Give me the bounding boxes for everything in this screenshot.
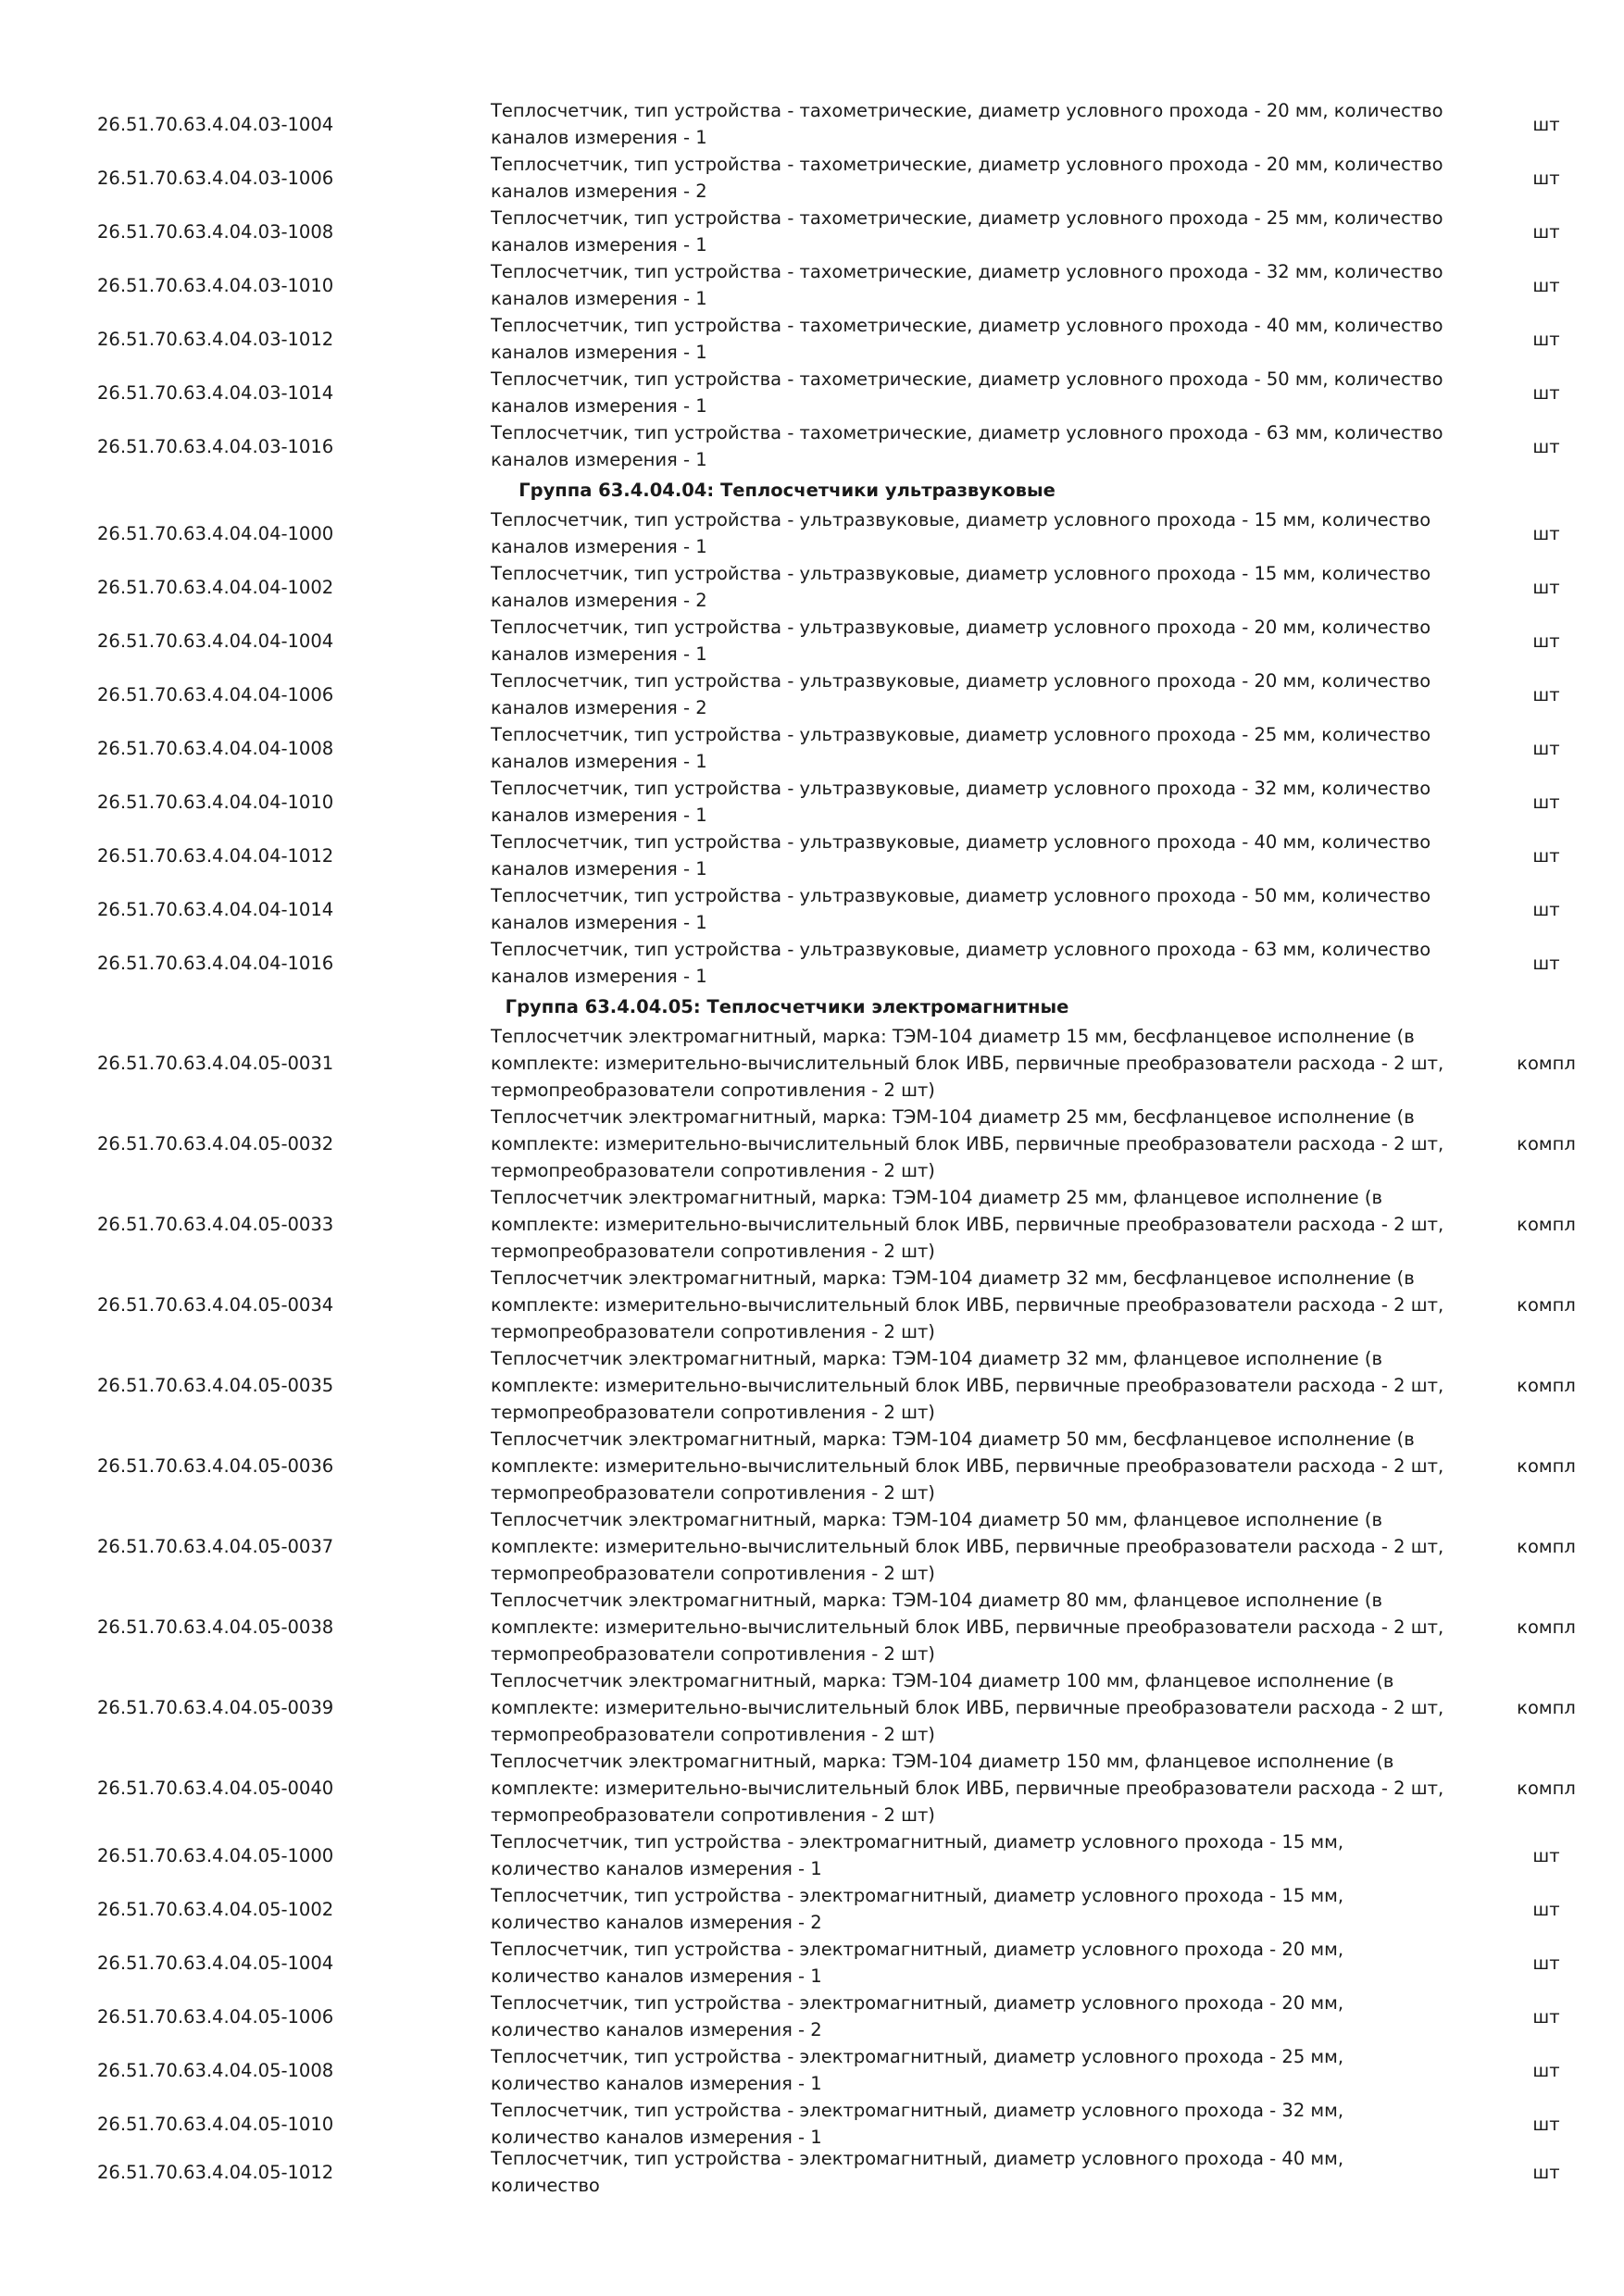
row-description: Теплосчетчик электромагнитный, марка: ТЭМ-104 диаметр 150 мм, фланцевое исполнение (в комплекте: измерительно-вычислительный блок ИВБ, первичные преобразователи расхода - 2 шт, термопреобразователи сопротивления - 2 шт) — [491, 1751, 1444, 1826]
table-row — [0, 775, 1624, 829]
row-code: 26.51.70.63.4.04.03-1012 — [97, 328, 334, 350]
table-row — [0, 1506, 1624, 1587]
row-unit: шт — [1532, 2161, 1560, 2183]
row-description: Теплосчетчик электромагнитный, марка: ТЭМ-104 диаметр 50 мм, фланцевое исполнение (в комплекте: измерительно-вычислительный блок ИВБ, первичные преобразователи расхода - 2 шт, термопреобразователи сопротивления - 2 шт) — [491, 1509, 1444, 1584]
table-row — [0, 2097, 1624, 2151]
row-code: 26.51.70.63.4.04.04-1000 — [97, 522, 334, 544]
table-row — [0, 1936, 1624, 1990]
row-unit: шт — [1532, 1844, 1560, 1866]
table-row — [0, 560, 1624, 614]
row-unit: компл — [1517, 1375, 1576, 1396]
table-row — [0, 258, 1624, 312]
row-code: 26.51.70.63.4.04.04-1002 — [97, 576, 334, 598]
table-row — [0, 1426, 1624, 1506]
row-unit: компл — [1517, 1778, 1576, 1799]
row-unit: шт — [1532, 2113, 1560, 2135]
table-row — [0, 614, 1624, 668]
row-code: 26.51.70.63.4.04.04-1008 — [97, 737, 334, 759]
row-unit: шт — [1532, 683, 1560, 705]
row-description: Теплосчетчик, тип устройства - тахометрические, диаметр условного прохода - 40 мм, количество каналов измерения - 1 — [491, 315, 1443, 363]
row-description: Теплосчетчик, тип устройства - тахометрические, диаметр условного прохода - 32 мм, количество каналов измерения - 1 — [491, 261, 1443, 309]
row-unit: шт — [1532, 1898, 1560, 1920]
row-description: Теплосчетчик, тип устройства - ультразвуковые, диаметр условного прохода - 50 мм, количество каналов измерения - 1 — [491, 885, 1431, 933]
row-description: Теплосчетчик, тип устройства - электромагнитный, диаметр условного прохода - 15 мм, количество каналов измерения - 2 — [491, 1885, 1344, 1933]
table-row — [0, 721, 1624, 775]
row-description: Теплосчетчик электромагнитный, марка: ТЭМ-104 диаметр 25 мм, фланцевое исполнение (в комплекте: измерительно-вычислительный блок ИВБ, первичные преобразователи расхода - 2 шт, термопреобразователи сопротивления - 2 шт) — [491, 1187, 1444, 1262]
row-code: 26.51.70.63.4.04.03-1006 — [97, 167, 334, 189]
row-description: Теплосчетчик, тип устройства - ультразвуковые, диаметр условного прохода - 32 мм, количество каналов измерения - 1 — [491, 778, 1431, 826]
row-code: 26.51.70.63.4.04.04-1006 — [97, 683, 334, 705]
row-description: Теплосчетчик, тип устройства - электромагнитный, диаметр условного прохода - 25 мм, количество каналов измерения - 1 — [491, 2046, 1344, 2094]
row-code: 26.51.70.63.4.04.04-1016 — [97, 952, 334, 974]
table-row — [0, 668, 1624, 721]
row-unit: компл — [1517, 1294, 1576, 1316]
row-unit: шт — [1532, 1952, 1560, 1974]
row-description: Теплосчетчик, тип устройства - ультразвуковые, диаметр условного прохода - 25 мм, количество каналов измерения - 1 — [491, 724, 1431, 772]
row-description: Теплосчетчик электромагнитный, марка: ТЭМ-104 диаметр 80 мм, фланцевое исполнение (в комплекте: измерительно-вычислительный блок ИВБ, первичные преобразователи расхода - 2 шт, термопреобразователи сопротивления - 2 шт) — [491, 1590, 1444, 1665]
table-row — [0, 312, 1624, 366]
row-description: Теплосчетчик, тип устройства - электромагнитный, диаметр условного прохода - 20 мм, количество каналов измерения - 2 — [491, 1992, 1344, 2040]
row-description: Теплосчетчик, тип устройства - ультразвуковые, диаметр условного прохода - 20 мм, количество каналов измерения - 1 — [491, 617, 1431, 665]
row-unit: шт — [1532, 2005, 1560, 2028]
table-row — [0, 1184, 1624, 1265]
table-row — [0, 1265, 1624, 1345]
table-row — [0, 1345, 1624, 1426]
row-description: Теплосчетчик электромагнитный, марка: ТЭМ-104 диаметр 32 мм, бесфланцевое исполнение (в комплекте: измерительно-вычислительный блок ИВБ, первичные преобразователи расхода - 2 шт, термопреобразователи сопротивления - 2 шт) — [491, 1267, 1444, 1342]
row-description: Теплосчетчик, тип устройства - тахометрические, диаметр условного прохода - 63 мм, количество каналов измерения - 1 — [491, 422, 1443, 470]
table-row — [0, 1748, 1624, 1828]
row-unit: шт — [1532, 328, 1560, 350]
table-row — [0, 1667, 1624, 1748]
table-row — [0, 97, 1624, 151]
row-unit: компл — [1517, 1616, 1576, 1638]
row-code: 26.51.70.63.4.04.05-0031 — [97, 1053, 334, 1074]
row-code: 26.51.70.63.4.04.03-1010 — [97, 274, 334, 296]
table-row — [0, 506, 1624, 560]
table-row — [0, 2148, 1624, 2196]
table-row — [0, 419, 1624, 473]
row-description: Теплосчетчик, тип устройства - тахометрические, диаметр условного прохода - 50 мм, количество каналов измерения - 1 — [491, 368, 1443, 417]
row-code: 26.51.70.63.4.04.04-1004 — [97, 630, 334, 652]
table-row — [0, 2043, 1624, 2097]
row-code: 26.51.70.63.4.04.05-1000 — [97, 1844, 334, 1866]
table-row — [0, 1882, 1624, 1936]
row-unit: шт — [1532, 844, 1560, 867]
table-row — [0, 936, 1624, 990]
row-unit: шт — [1532, 113, 1560, 135]
row-description: Теплосчетчик электромагнитный, марка: ТЭМ-104 диаметр 25 мм, бесфланцевое исполнение (в комплекте: измерительно-вычислительный блок ИВБ, первичные преобразователи расхода - 2 шт, термопреобразователи сопротивления - 2 шт) — [491, 1106, 1444, 1181]
table-row — [0, 1990, 1624, 2043]
row-description: Теплосчетчик электромагнитный, марка: ТЭМ-104 диаметр 32 мм, фланцевое исполнение (в комплекте: измерительно-вычислительный блок ИВБ, первичные преобразователи расхода - 2 шт, термопреобразователи сопротивления - 2 шт) — [491, 1348, 1444, 1423]
row-unit: компл — [1517, 1455, 1576, 1477]
row-unit: шт — [1532, 898, 1560, 920]
table-row — [0, 1587, 1624, 1667]
row-code: 26.51.70.63.4.04.05-0039 — [97, 1697, 334, 1718]
table-row — [0, 882, 1624, 936]
row-code: 26.51.70.63.4.04.05-1008 — [97, 2059, 334, 2081]
row-description: Теплосчетчик, тип устройства - ультразвуковые, диаметр условного прохода - 15 мм, количество каналов измерения - 1 — [491, 509, 1431, 557]
row-code: 26.51.70.63.4.04.03-1016 — [97, 435, 334, 457]
row-unit: шт — [1532, 737, 1560, 759]
row-unit: шт — [1532, 522, 1560, 544]
row-description: Теплосчетчик, тип устройства - ультразвуковые, диаметр условного прохода - 20 мм, количество каналов измерения - 2 — [491, 670, 1431, 718]
table-row — [0, 1104, 1624, 1184]
row-description: Теплосчетчик, тип устройства - электромагнитный, диаметр условного прохода - 40 мм, количество — [491, 2148, 1344, 2196]
row-code: 26.51.70.63.4.04.05-1012 — [97, 2161, 334, 2183]
row-description: Теплосчетчик, тип устройства - электромагнитный, диаметр условного прохода - 20 мм, количество каналов измерения - 1 — [491, 1939, 1344, 1987]
row-description: Теплосчетчик, тип устройства - электромагнитный, диаметр условного прохода - 32 мм, количество каналов измерения - 1 — [491, 2100, 1344, 2148]
row-unit: шт — [1532, 435, 1560, 457]
group-heading-ultrasonic: Группа 63.4.04.04: Теплосчетчики ультразвуковые — [518, 479, 1056, 501]
row-unit: шт — [1532, 381, 1560, 404]
row-unit: шт — [1532, 952, 1560, 974]
row-code: 26.51.70.63.4.04.05-1010 — [97, 2113, 334, 2135]
row-unit: компл — [1517, 1697, 1576, 1718]
row-description: Теплосчетчик, тип устройства - тахометрические, диаметр условного прохода - 20 мм, количество каналов измерения - 1 — [491, 100, 1443, 148]
row-code: 26.51.70.63.4.04.03-1004 — [97, 113, 334, 135]
row-code: 26.51.70.63.4.04.05-1002 — [97, 1898, 334, 1920]
row-code: 26.51.70.63.4.04.04-1014 — [97, 898, 334, 920]
row-code: 26.51.70.63.4.04.03-1008 — [97, 220, 334, 243]
row-description: Теплосчетчик электромагнитный, марка: ТЭМ-104 диаметр 50 мм, бесфланцевое исполнение (в комплекте: измерительно-вычислительный блок ИВБ, первичные преобразователи расхода - 2 шт, термопреобразователи сопротивления - 2 шт) — [491, 1429, 1444, 1504]
table-row — [0, 829, 1624, 882]
row-description: Теплосчетчик, тип устройства - тахометрические, диаметр условного прохода - 25 мм, количество каналов измерения - 1 — [491, 207, 1443, 256]
row-code: 26.51.70.63.4.04.04-1010 — [97, 791, 334, 813]
row-code: 26.51.70.63.4.04.05-0033 — [97, 1214, 334, 1235]
row-code: 26.51.70.63.4.04.05-0038 — [97, 1616, 334, 1638]
row-unit: шт — [1532, 576, 1560, 598]
row-description: Теплосчетчик, тип устройства - ультразвуковые, диаметр условного прохода - 15 мм, количество каналов измерения - 2 — [491, 563, 1431, 611]
row-unit: шт — [1532, 630, 1560, 652]
row-code: 26.51.70.63.4.04.03-1014 — [97, 381, 334, 404]
row-code: 26.51.70.63.4.04.05-0032 — [97, 1133, 334, 1154]
row-description: Теплосчетчик, тип устройства - ультразвуковые, диаметр условного прохода - 40 мм, количество каналов измерения - 1 — [491, 831, 1431, 880]
row-description: Теплосчетчик, тип устройства - электромагнитный, диаметр условного прохода - 15 мм, количество каналов измерения - 1 — [491, 1831, 1344, 1879]
row-unit: шт — [1532, 2059, 1560, 2081]
row-description: Теплосчетчик, тип устройства - ультразвуковые, диаметр условного прохода - 63 мм, количество каналов измерения - 1 — [491, 939, 1431, 987]
row-code: 26.51.70.63.4.04.04-1012 — [97, 844, 334, 867]
row-unit: компл — [1517, 1214, 1576, 1235]
table-row — [0, 151, 1624, 205]
row-code: 26.51.70.63.4.04.05-0040 — [97, 1778, 334, 1799]
row-code: 26.51.70.63.4.04.05-0037 — [97, 1536, 334, 1557]
table-row — [0, 1828, 1624, 1882]
table-row — [0, 366, 1624, 419]
row-unit: компл — [1517, 1053, 1576, 1074]
row-unit: шт — [1532, 274, 1560, 296]
row-unit: шт — [1532, 167, 1560, 189]
row-unit: шт — [1532, 791, 1560, 813]
row-description: Теплосчетчик электромагнитный, марка: ТЭМ-104 диаметр 100 мм, фланцевое исполнение (в комплекте: измерительно-вычислительный блок ИВБ, первичные преобразователи расхода - 2 шт, термопреобразователи сопротивления - 2 шт) — [491, 1670, 1444, 1745]
row-unit: шт — [1532, 220, 1560, 243]
row-unit: компл — [1517, 1536, 1576, 1557]
table-row — [0, 205, 1624, 258]
row-code: 26.51.70.63.4.04.05-0035 — [97, 1375, 334, 1396]
row-code: 26.51.70.63.4.04.05-1004 — [97, 1952, 334, 1974]
group-heading-electromagnetic: Группа 63.4.04.05: Теплосчетчики электромагнитные — [505, 995, 1069, 1017]
price-table — [0, 97, 1624, 2196]
row-description: Теплосчетчик, тип устройства - тахометрические, диаметр условного прохода - 20 мм, количество каналов измерения - 2 — [491, 154, 1443, 202]
row-unit: компл — [1517, 1133, 1576, 1154]
row-code: 26.51.70.63.4.04.05-0036 — [97, 1455, 334, 1477]
table-row — [0, 1023, 1624, 1104]
row-code: 26.51.70.63.4.04.05-1006 — [97, 2005, 334, 2028]
row-description: Теплосчетчик электромагнитный, марка: ТЭМ-104 диаметр 15 мм, бесфланцевое исполнение (в комплекте: измерительно-вычислительный блок ИВБ, первичные преобразователи расхода - 2 шт, термопреобразователи сопротивления - 2 шт) — [491, 1026, 1444, 1101]
row-code: 26.51.70.63.4.04.05-0034 — [97, 1294, 334, 1316]
